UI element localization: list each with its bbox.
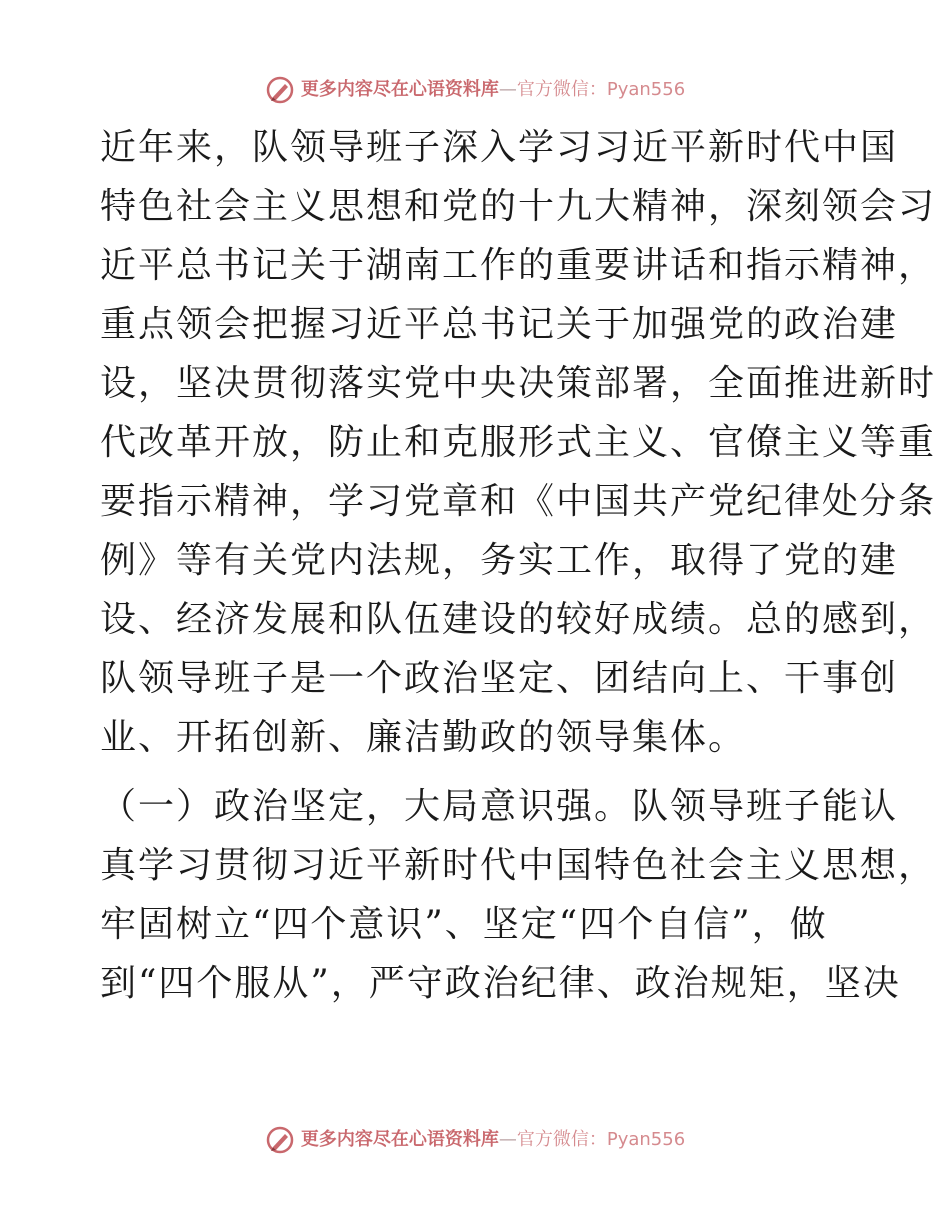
header-watermark [0, 70, 950, 110]
text-line: 牢固树立“四个意识”、坚定“四个自信”，做 [100, 904, 828, 945]
text-line: 要指示精神，学习党章和《中国共产党纪律处分条 [100, 481, 937, 522]
watermark-wechat: 官方微信：Pyan556 [516, 79, 686, 100]
watermark-wechat: 官方微信：Pyan556 [516, 1129, 686, 1150]
text-line: 近年来，队领导班子深入学习习近平新时代中国 [100, 127, 899, 168]
text-line: 真学习贯彻习近平新时代中国特色社会主义思想， [100, 845, 937, 886]
text-line: 队领导班子是一个政治坚定、团结向上、干事创 [100, 658, 899, 699]
footer-watermark [0, 1120, 950, 1160]
text-line: 例》等有关党内法规，务实工作，取得了党的建 [100, 540, 899, 581]
document-body [100, 118, 937, 1013]
text-line: 重点领会把握习近平总书记关于加强党的政治建 [100, 304, 899, 345]
watermark-title: 更多内容尽在心语资料库 [300, 1129, 499, 1150]
pen-logo-icon [265, 75, 295, 105]
watermark-title: 更多内容尽在心语资料库 [300, 79, 499, 100]
watermark-separator: — [498, 1129, 517, 1150]
text-line: 业、开拓创新、廉洁勤政的领导集体。 [100, 717, 747, 758]
text-line: 设，坚决贯彻落实党中央决策部署，全面推进新时 [100, 363, 937, 404]
text-line: 近平总书记关于湖南工作的重要讲话和指示精神， [100, 245, 937, 286]
text-line: 特色社会主义思想和党的十九大精神，深刻领会习 [100, 186, 937, 227]
watermark-separator: — [498, 79, 517, 100]
text-line: （一）政治坚定，大局意识强。队领导班子能认 [100, 786, 899, 827]
paragraph-intro [100, 118, 937, 767]
paragraph-section-one [100, 777, 937, 1013]
text-line: 到“四个服从”，严守政治纪律、政治规矩，坚决 [100, 963, 901, 1004]
text-line: 代改革开放，防止和克服形式主义、官僚主义等重 [100, 422, 937, 463]
text-line: 设、经济发展和队伍建设的较好成绩。总的感到， [100, 599, 937, 640]
pen-logo-icon [265, 1125, 295, 1155]
